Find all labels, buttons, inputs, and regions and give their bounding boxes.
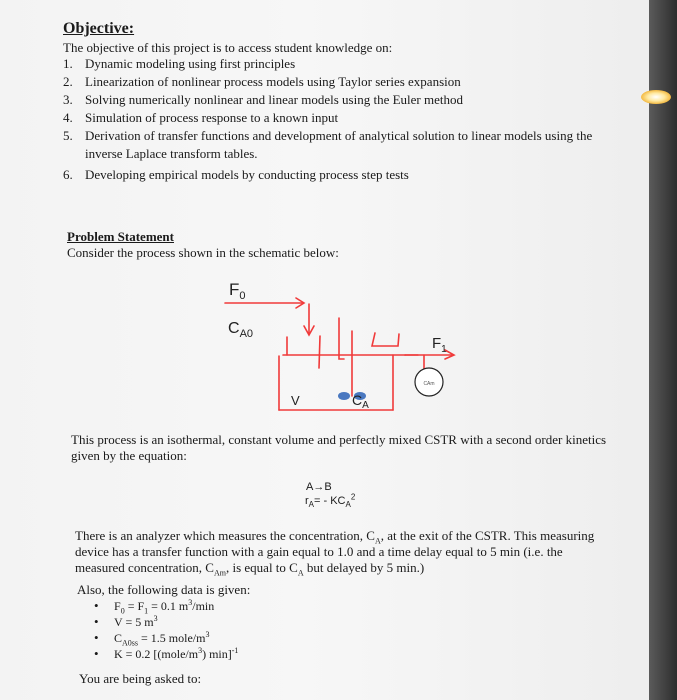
closing-text: You are being asked to: [79,671,202,686]
problem-intro: Consider the process shown in the schematic below: [67,245,339,260]
inlet-flow-label: $F_0$ [229,280,246,302]
list-item: • $F_0 = F_1 = 0.1$ $m^3/\min$ [94,598,238,614]
tank-conc-label: $C_A$ [352,392,369,411]
list-item: 1. Dynamic modeling using first principles [63,56,296,71]
process-description: This process is an isothermal, constant volume and perfectly mixed CSTR with a second order kinetics given by the equation: [71,432,607,463]
objective-intro: The objective of this project is to access student knowledge on: [63,40,393,55]
list-item: • K = 0.2 [$(mole/m^3)$ min]$^{-1}$ [94,646,238,662]
objective-heading: Objective: [63,20,135,37]
analyzer-icon [415,368,443,396]
list-item: • $C_{A0ss} = 1.5$ mole/$m^3$ [94,630,238,646]
outlet-flow-label: $F_1$ [432,335,447,355]
list-item: 5. Derivation of transfer functions and development of analytical solution to linear models using the inverse Laplace transform tables. [63,128,593,161]
analyzer-description: There is an analyzer which measures the concentration, $C_A$, at the exit of the CSTR. This measuring device has a transfer function with a gain equal to 1.0 and a time delay equal to 5 min (i.e. the measured concentration, $C_{Am}$, is equal to $C_A$ but delayed by 5 min.) [75,528,595,578]
reaction-equation: A→B [306,481,332,493]
volume-label: V [291,393,300,408]
list-item: 2. Linearization of nonlinear process models using Taylor series expansion [63,74,461,89]
inlet-conc-label: $C_{A0}$ [228,320,254,340]
problem-heading: Problem Statement [67,229,174,244]
list-item: 4. Simulation of process response to a known input [63,110,339,125]
rate-equation: $r_A= - KC_A^2$ [305,492,356,510]
analyzer-label: CAm [423,381,435,387]
list-item: 6. Developing empirical models by conducting process step tests [63,167,409,182]
given-data-list [94,598,238,662]
list-item: • V = 5 $m^3$ [94,614,238,630]
list-item: 3. Solving numerically nonlinear and linear models using the Euler method [63,92,463,107]
given-data-intro: Also, the following data is given: [77,582,251,597]
